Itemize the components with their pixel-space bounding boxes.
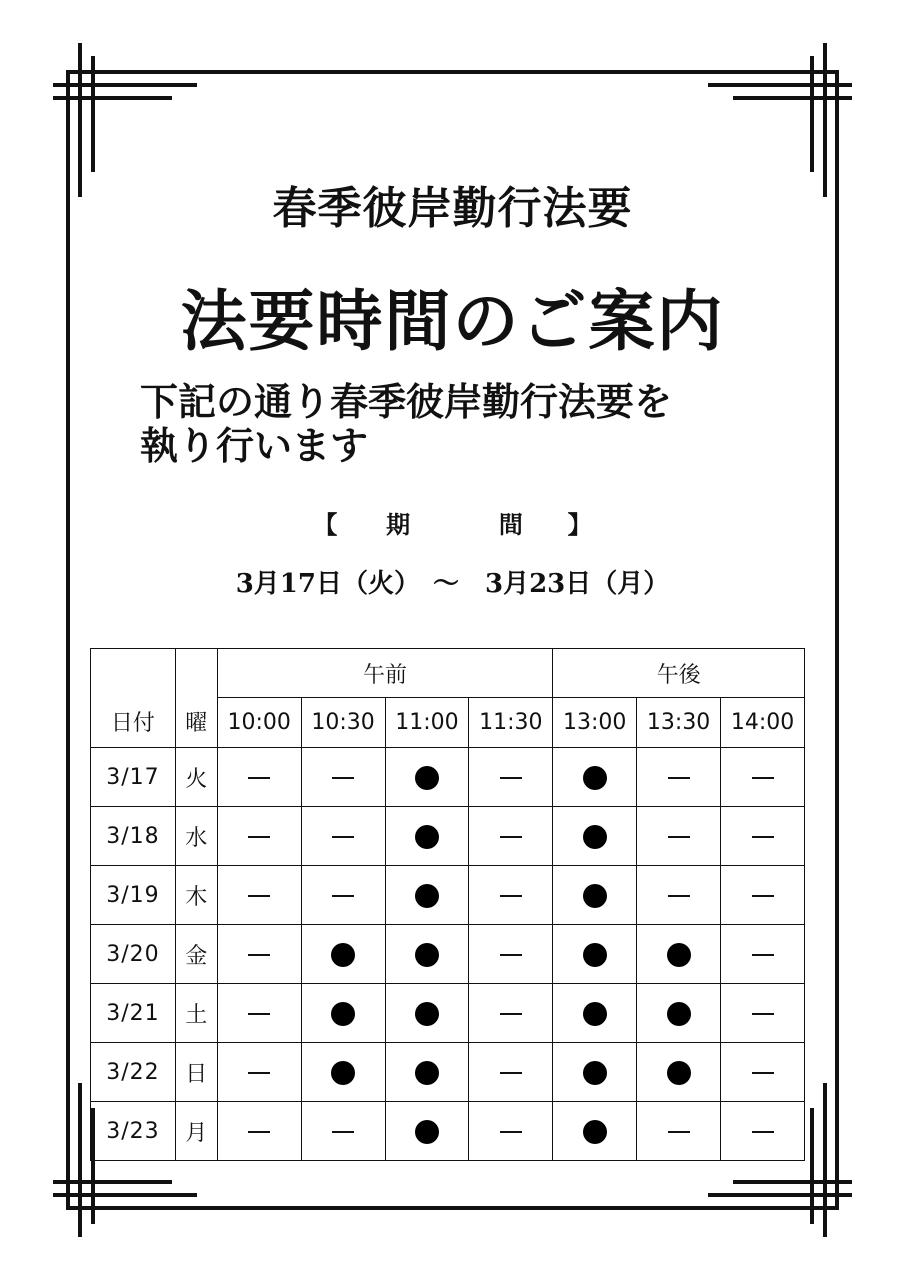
header-morning: 午前 (217, 649, 553, 698)
dash-icon (668, 1131, 690, 1133)
period-range: 3月17日（火） ～ 3月23日（月） (235, 569, 670, 599)
page-subtitle: 春季彼岸勤行法要 (272, 183, 633, 234)
filled-circle-icon (415, 1120, 439, 1144)
cell-day: 木 (175, 866, 217, 925)
dash-icon (752, 895, 774, 897)
intro-text (140, 380, 780, 468)
cell-service-held (553, 1102, 637, 1161)
cell-day: 月 (175, 1102, 217, 1161)
cell-no-service (469, 866, 553, 925)
filled-circle-icon (583, 1002, 607, 1026)
cell-no-service (469, 1102, 553, 1161)
dash-icon (332, 895, 354, 897)
dash-icon (248, 1131, 270, 1133)
cell-service-held (385, 807, 469, 866)
filled-circle-icon (583, 1120, 607, 1144)
cell-no-service (301, 866, 385, 925)
cell-service-held (553, 984, 637, 1043)
cell-no-service (217, 984, 301, 1043)
filled-circle-icon (331, 943, 355, 967)
cell-service-held (301, 1043, 385, 1102)
dash-icon (752, 954, 774, 956)
cell-no-service (637, 807, 721, 866)
dash-icon (752, 777, 774, 779)
cell-no-service (217, 1102, 301, 1161)
table-row (91, 748, 805, 807)
dash-icon (500, 1072, 522, 1074)
page-title: 法要時間のご案内 (180, 282, 725, 360)
cell-no-service (469, 807, 553, 866)
dash-icon (752, 1072, 774, 1074)
cell-date: 3/21 (91, 984, 176, 1043)
cell-no-service (217, 807, 301, 866)
filled-circle-icon (415, 825, 439, 849)
period-heading-word1: 期 (386, 510, 411, 539)
cell-service-held (553, 866, 637, 925)
cell-service-held (385, 1102, 469, 1161)
dash-icon (668, 777, 690, 779)
dash-icon (752, 1013, 774, 1015)
cell-no-service (469, 1043, 553, 1102)
filled-circle-icon (583, 884, 607, 908)
table-row (91, 925, 805, 984)
header-date: 日付 (91, 649, 176, 748)
cell-service-held (637, 984, 721, 1043)
cell-no-service (469, 984, 553, 1043)
cell-no-service (637, 1102, 721, 1161)
period-heading-close-bracket: 】 (567, 510, 592, 539)
cell-no-service (217, 866, 301, 925)
header-day: 曜 (175, 649, 217, 748)
table-row (91, 984, 805, 1043)
cell-day: 水 (175, 807, 217, 866)
table-row (91, 1043, 805, 1102)
dash-icon (332, 777, 354, 779)
cell-no-service (721, 1102, 805, 1161)
dash-icon (500, 777, 522, 779)
cell-service-held (385, 984, 469, 1043)
filled-circle-icon (415, 1002, 439, 1026)
cell-day: 金 (175, 925, 217, 984)
cell-no-service (469, 925, 553, 984)
cell-no-service (301, 807, 385, 866)
dash-icon (500, 1013, 522, 1015)
header-afternoon: 午後 (553, 649, 805, 698)
dash-icon (248, 836, 270, 838)
cell-service-held (301, 984, 385, 1043)
cell-no-service (721, 866, 805, 925)
cell-no-service (721, 984, 805, 1043)
cell-no-service (301, 1102, 385, 1161)
cell-day: 土 (175, 984, 217, 1043)
dash-icon (668, 895, 690, 897)
dash-icon (752, 1131, 774, 1133)
cell-service-held (385, 1043, 469, 1102)
cell-service-held (385, 866, 469, 925)
filled-circle-icon (583, 766, 607, 790)
cell-service-held (637, 1043, 721, 1102)
filled-circle-icon (667, 1061, 691, 1085)
header-time: 14:00 (721, 698, 805, 748)
header-time: 10:00 (217, 698, 301, 748)
cell-service-held (637, 925, 721, 984)
header-time: 11:00 (385, 698, 469, 748)
cell-no-service (301, 748, 385, 807)
cell-no-service (721, 807, 805, 866)
cell-date: 3/22 (91, 1043, 176, 1102)
table-row (91, 1102, 805, 1161)
dash-icon (248, 1013, 270, 1015)
filled-circle-icon (583, 1061, 607, 1085)
header-time: 10:30 (301, 698, 385, 748)
filled-circle-icon (583, 825, 607, 849)
filled-circle-icon (331, 1061, 355, 1085)
cell-date: 3/17 (91, 748, 176, 807)
cell-service-held (553, 748, 637, 807)
cell-day: 日 (175, 1043, 217, 1102)
period-heading-open-bracket: 【 (313, 510, 338, 539)
cell-date: 3/20 (91, 925, 176, 984)
cell-date: 3/18 (91, 807, 176, 866)
cell-no-service (217, 1043, 301, 1102)
header-time: 13:00 (553, 698, 637, 748)
cell-no-service (721, 925, 805, 984)
cell-date: 3/19 (91, 866, 176, 925)
cell-no-service (721, 748, 805, 807)
filled-circle-icon (415, 884, 439, 908)
cell-no-service (637, 866, 721, 925)
cell-service-held (553, 925, 637, 984)
filled-circle-icon (415, 1061, 439, 1085)
dash-icon (752, 836, 774, 838)
header-time: 13:30 (637, 698, 721, 748)
cell-service-held (553, 807, 637, 866)
period-heading (0, 505, 905, 540)
dash-icon (248, 777, 270, 779)
period-heading-word2: 間 (498, 510, 523, 539)
cell-no-service (217, 748, 301, 807)
dash-icon (332, 836, 354, 838)
dash-icon (500, 895, 522, 897)
cell-no-service (637, 748, 721, 807)
cell-date: 3/23 (91, 1102, 176, 1161)
dash-icon (668, 836, 690, 838)
intro-line-2: 執り行います (140, 423, 369, 468)
dash-icon (500, 1131, 522, 1133)
dash-icon (332, 1131, 354, 1133)
schedule-table (90, 648, 805, 1161)
cell-no-service (469, 748, 553, 807)
table-row (91, 866, 805, 925)
filled-circle-icon (331, 1002, 355, 1026)
table-row (91, 807, 805, 866)
cell-service-held (301, 925, 385, 984)
dash-icon (500, 836, 522, 838)
cell-day: 火 (175, 748, 217, 807)
cell-no-service (217, 925, 301, 984)
filled-circle-icon (415, 766, 439, 790)
filled-circle-icon (667, 943, 691, 967)
dash-icon (248, 1072, 270, 1074)
header-time: 11:30 (469, 698, 553, 748)
dash-icon (500, 954, 522, 956)
dash-icon (248, 895, 270, 897)
cell-service-held (385, 748, 469, 807)
cell-service-held (385, 925, 469, 984)
cell-service-held (553, 1043, 637, 1102)
filled-circle-icon (415, 943, 439, 967)
intro-line-1: 下記の通り春季彼岸勤行法要を (140, 379, 673, 424)
cell-no-service (721, 1043, 805, 1102)
dash-icon (248, 954, 270, 956)
filled-circle-icon (583, 943, 607, 967)
filled-circle-icon (667, 1002, 691, 1026)
